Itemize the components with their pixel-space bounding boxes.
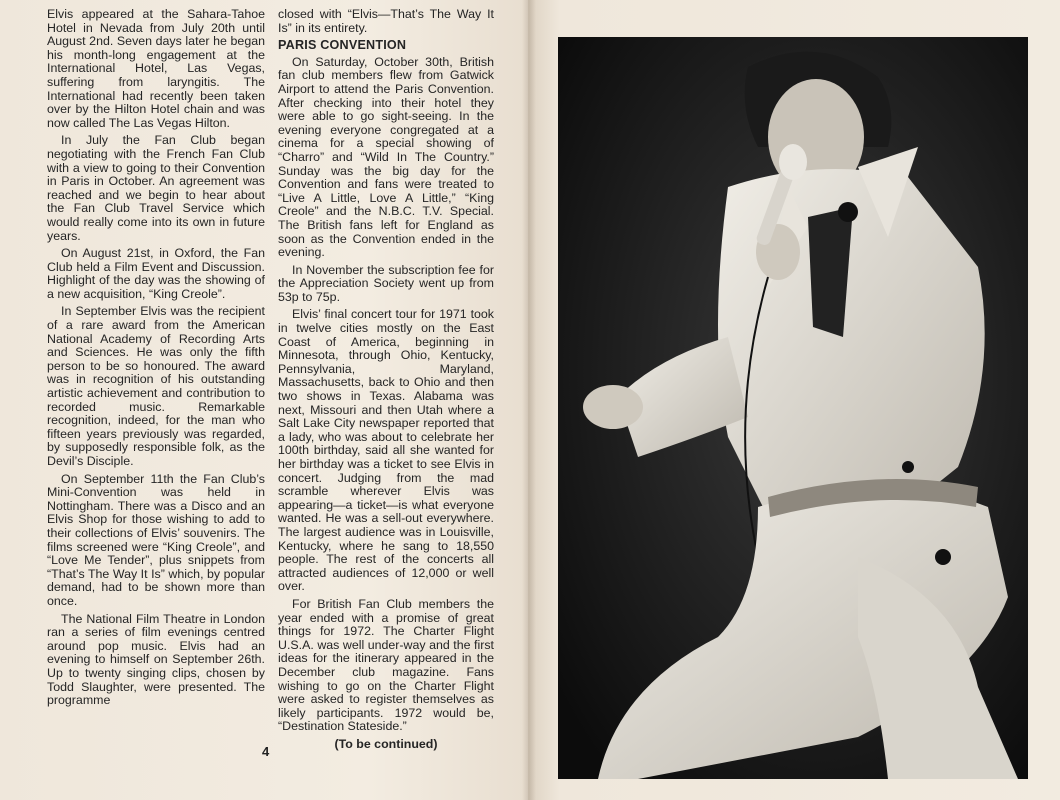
paragraph: In September Elvis was the recipient of a rare award from the American National Academy of Recording Arts and Sciences. He was only the fifth person to be so honoured. The award was in recognition of his outstanding artistic achievement and contribution to recorded music. Remarkable recognition, indeed, for the man who fifteen years previously was regarded, by supposedly responsible folk, as the Devil’s Disciple. — [47, 304, 265, 468]
page-number: 4 — [262, 744, 270, 759]
continued-paragraph: closed with “Elvis—That’s The Way It Is” in its entirety. — [278, 7, 494, 35]
performer-photo-image — [558, 37, 1028, 779]
paragraph: In November the subscription fee for the Appreciation Society went up from 53p to 75p. — [278, 262, 494, 304]
performer-photo — [558, 37, 1028, 779]
paragraph: On September 11th the Fan Club’s Mini-Convention was held in Nottingham. There was a Disco and an Elvis Shop for those wishing to add to their collections of Elvis’ souvenirs. The films screened were “King Creole”, and “Love Me Tender”, plus snippets from “That’s The Way It Is” which, by popular demand, had to be shown more than once. — [47, 471, 265, 608]
paragraph: The National Film Theatre in London ran a series of film evenings centred around pop music. Elvis had an evening to himself on September 26th. Up to twenty singing clips, chosen by Todd Slaughter, were presented. The programme — [47, 611, 265, 708]
paragraph: Elvis appeared at the Sahara-Tahoe Hotel in Nevada from July 20th until August 2nd. Seven days later he began his month-long engagement at the International Hotel, Las Vegas, suffering from laryngitis. The International had recently been taken over by the Hilton Hotel chain and was now called The Las Vegas Hilton. — [47, 7, 265, 130]
paragraph: Elvis’ final concert tour for 1971 took in twelve cities mostly on the East Coast of America, beginning in Minnesota, through Ohio, Kentucky, Pennsylvania, Maryland, Massachusetts, back to Ohio and then two shows in Texas. Alabama was next, Missouri and then Utah where a Salt Lake City newspaper reported that a lady, who was about to celebrate her 100th birthday, said all she wanted for her birthday was a ticket to see Elvis in concert. Judging from the mad scramble wherever Elvis was appearing—a ticket—is what everyone wanted. He was a sell-out everywhere. The largest audience was in Louisville, Kentucky, where he sang to 18,550 people. The rest of the concerts all attracted audiences of 12,000 or well over. — [278, 307, 494, 594]
page-gutter — [522, 0, 536, 800]
paragraph: In July the Fan Club began negotiating with the French Fan Club with a view to going to their Convention in Paris in October. An agreement was reached and we begin to hear about the Fan Club Travel Service which would really come into its own in future years. — [47, 133, 265, 243]
paragraph: For British Fan Club members the year ended with a promise of great things for 1972. The Charter Flight U.S.A. was well under-way and the first ideas for the itinerary appeared in the December club magazine. Fans wishing to go on the Charter Flight were asked to register themselves as likely participants. 1972 would be, “Destination Stateside.” — [278, 596, 494, 734]
left-text-column — [47, 8, 265, 712]
to-be-continued-label: (To be continued) — [334, 736, 438, 751]
left-page — [0, 0, 528, 800]
section-heading: PARIS CONVENTION — [278, 38, 407, 53]
paragraph: On August 21st, in Oxford, the Fan Club held a Film Event and Discussion. Highlight of the day was the showing of a new acquisition, “King Creole”. — [47, 246, 265, 301]
right-text-column — [278, 8, 494, 751]
paragraph: On Saturday, October 30th, British fan club members flew from Gatwick Airport to attend the Paris Convention. After checking into their hotel they were able to go sight-seeing. In the evening everyone congregated at a cinema for a special showing of “Charro” and “Wild In The Country.” Sunday was the big day for the Convention and fans were treated to “Live A Little, Love A Little,” “King Creole” and the N.B.C. T.V. Special. The British fans left for England as soon as the Convention ended in the evening. — [278, 54, 494, 260]
